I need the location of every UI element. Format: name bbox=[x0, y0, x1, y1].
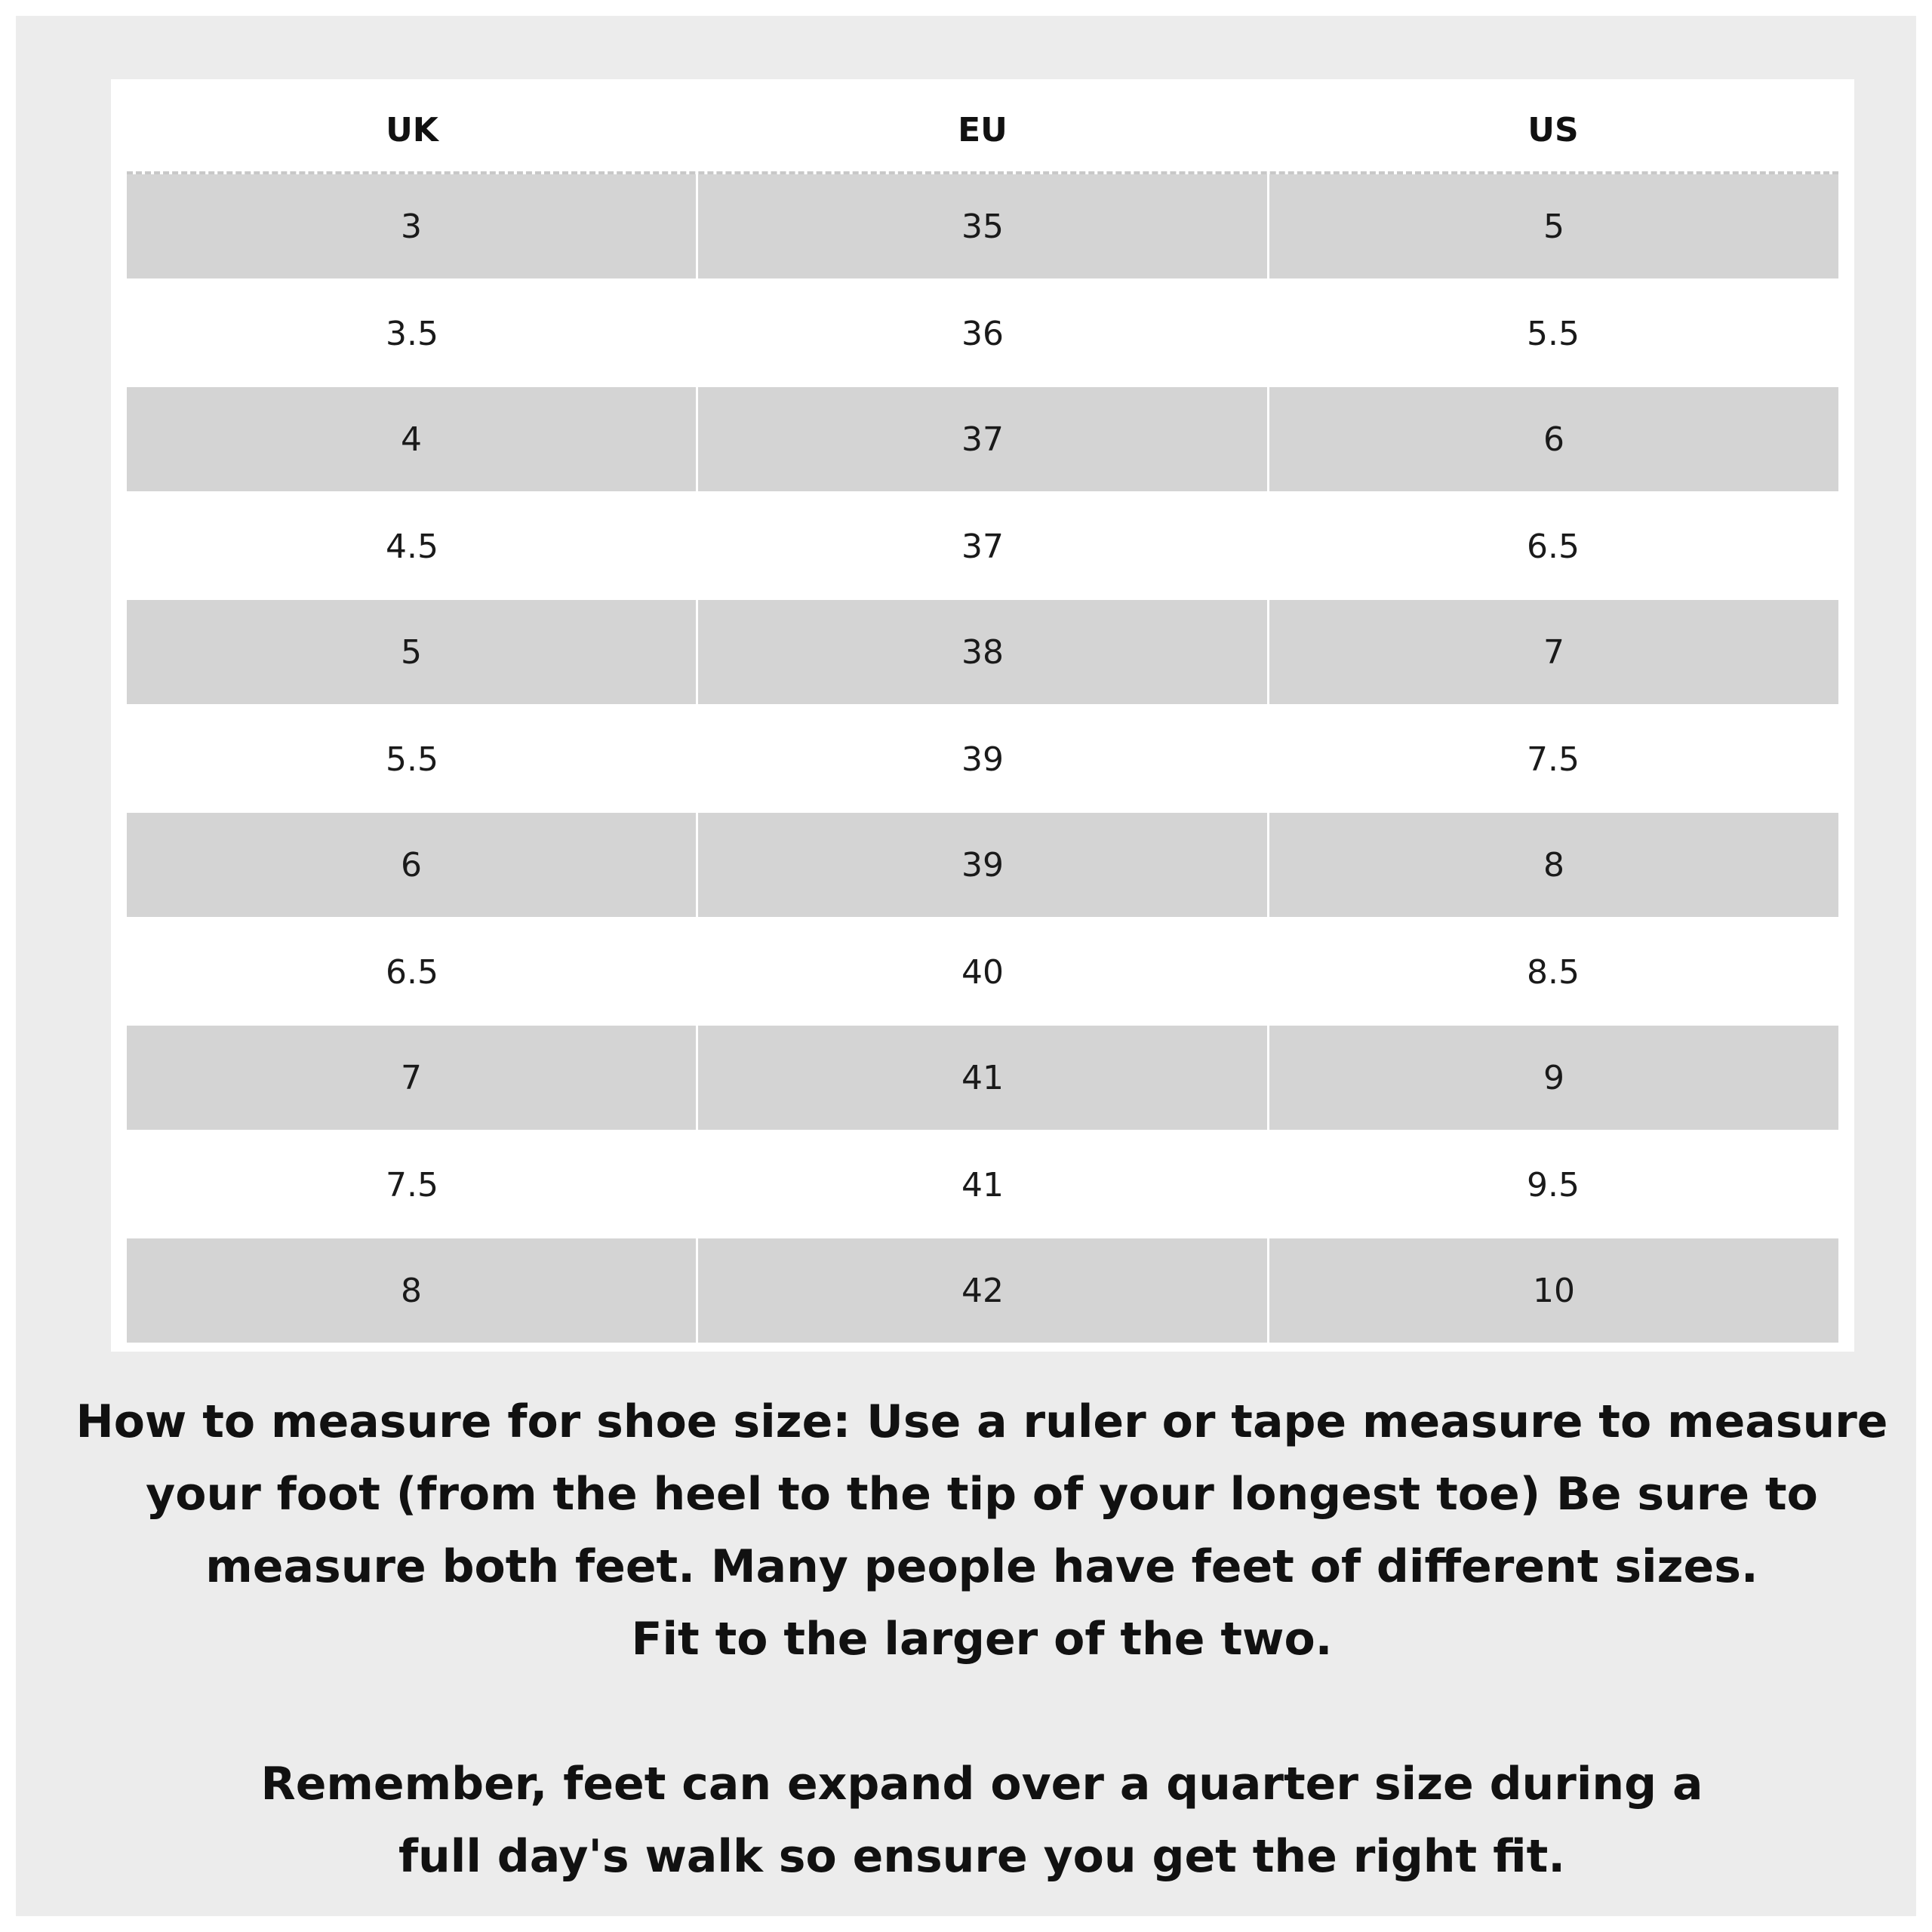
table-cell-eu: 39 bbox=[961, 740, 1004, 779]
table-cell-us: 9 bbox=[1267, 1026, 1838, 1132]
table-cell-uk: 5 bbox=[127, 600, 696, 706]
instructions-line: measure both feet. Many people have feet of different sizes. bbox=[205, 1540, 1758, 1593]
table-cell-us: 6 bbox=[1267, 387, 1838, 494]
reminder-line: Remember, feet can expand over a quarter size during a bbox=[260, 1758, 1703, 1810]
table-cell-uk: 4.5 bbox=[386, 528, 438, 566]
table-cell-uk: 6 bbox=[127, 813, 696, 919]
table-cell-us: 5.5 bbox=[1527, 315, 1580, 353]
table-row bbox=[127, 600, 1838, 706]
table-header-row bbox=[127, 79, 1838, 173]
table-row bbox=[127, 387, 1838, 494]
table-row bbox=[127, 494, 1838, 600]
table-cell-us: 6.5 bbox=[1527, 528, 1580, 566]
table-cell-uk: 7 bbox=[127, 1026, 696, 1132]
column-header-uk: UK bbox=[386, 110, 438, 149]
table-cell-eu: 36 bbox=[961, 315, 1004, 353]
table-cell-eu: 40 bbox=[961, 953, 1004, 992]
table-cell-us: 8.5 bbox=[1527, 953, 1580, 992]
column-header-us: US bbox=[1527, 110, 1579, 149]
table-cell-uk: 4 bbox=[127, 387, 696, 494]
table-cell-eu: 37 bbox=[696, 387, 1267, 494]
table-cell-us: 10 bbox=[1267, 1238, 1838, 1345]
size-guide-panel bbox=[16, 16, 1916, 1916]
column-header-eu: EU bbox=[958, 110, 1008, 149]
instructions-line: Fit to the larger of the two. bbox=[631, 1613, 1333, 1666]
table-body bbox=[127, 174, 1838, 1345]
table-cell-us: 7.5 bbox=[1527, 740, 1580, 779]
table-cell-uk: 3 bbox=[127, 174, 696, 281]
table-cell-uk: 7.5 bbox=[386, 1166, 438, 1204]
table-cell-us: 5 bbox=[1267, 174, 1838, 281]
table-cell-uk: 6.5 bbox=[386, 953, 438, 992]
paragraph-spacer bbox=[61, 1675, 1903, 1748]
table-cell-us: 8 bbox=[1267, 813, 1838, 919]
table-cell-eu: 41 bbox=[696, 1026, 1267, 1132]
table-cell-uk: 5.5 bbox=[386, 740, 438, 779]
table-row bbox=[127, 706, 1838, 813]
table-cell-eu: 39 bbox=[696, 813, 1267, 919]
table-row bbox=[127, 919, 1838, 1026]
table-row bbox=[127, 1026, 1838, 1132]
table-cell-us: 7 bbox=[1267, 600, 1838, 706]
table-cell-eu: 41 bbox=[961, 1166, 1004, 1204]
table-cell-uk: 8 bbox=[127, 1238, 696, 1345]
table-cell-uk: 3.5 bbox=[386, 315, 438, 353]
table-row bbox=[127, 281, 1838, 387]
table-row bbox=[127, 813, 1838, 919]
table-row bbox=[127, 1132, 1838, 1238]
table-cell-us: 9.5 bbox=[1527, 1166, 1580, 1204]
instructions-line: How to measure for shoe size: Use a ruler or tape measure to measure bbox=[75, 1395, 1888, 1448]
table-row bbox=[127, 174, 1838, 281]
reminder-line: full day's walk so ensure you get the right fit. bbox=[398, 1830, 1566, 1883]
table-cell-eu: 42 bbox=[696, 1238, 1267, 1345]
table-cell-eu: 38 bbox=[696, 600, 1267, 706]
size-conversion-table bbox=[111, 79, 1854, 1352]
table-row bbox=[127, 1238, 1838, 1345]
instructions-line: your foot (from the heel to the tip of your longest toe) Be sure to bbox=[146, 1468, 1818, 1521]
table-cell-eu: 35 bbox=[696, 174, 1267, 281]
table-cell-eu: 37 bbox=[961, 528, 1004, 566]
measuring-instructions bbox=[61, 1386, 1903, 1893]
